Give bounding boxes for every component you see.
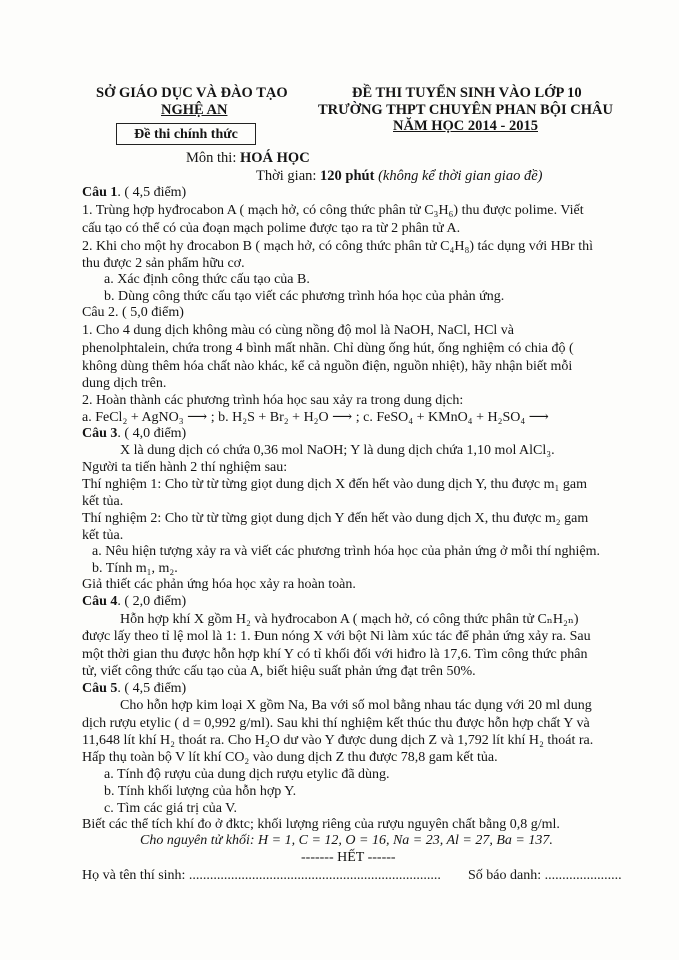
q3-line: kết tủa.	[82, 494, 124, 509]
q4-line: được lấy theo tỉ lệ mol là 1: 1. Đun nóng X với bột Ni làm xúc tác để phản ứng xảy ra. Sau	[82, 629, 591, 644]
end-marker: ------- HẾT ------	[301, 850, 396, 865]
q4-line: tử, viết công thức cấu tạo của A, biết hiệu suất phản ứng đạt trên 50%.	[82, 664, 476, 679]
q5-title: Câu 5	[82, 681, 118, 696]
q4-line: Hỗn hợp khí X gồm H₂ và hyđrocabon A ( mạch hở, có công thức phân tử CₙH₂ₙ)	[120, 612, 579, 627]
q5-item-c: c. Tìm các giá trị của V.	[104, 801, 237, 816]
q4-title: Câu 4	[82, 594, 118, 609]
q5-item-a: a. Tính độ rượu của dung dịch rượu etylic đã dùng.	[104, 767, 390, 782]
q1-points: . ( 4,5 điểm)	[117, 185, 187, 200]
subject-name: HOÁ HỌC	[239, 150, 310, 166]
q1-line: 1. Trùng hợp hyđrocabon A ( mạch hở, có công thức phân tử C₃H₆) thu được polime. Viết	[82, 203, 584, 218]
q4-line: một thời gian thu được hỗn hợp khí Y có tỉ khối đối với hiđro là 17,6. Tìm công thức phân	[82, 647, 588, 662]
school-year: NĂM HỌC 2014 - 2015	[393, 118, 538, 134]
q5-heading	[82, 680, 186, 699]
official-exam-badge: Đề thi chính thức	[116, 123, 256, 145]
time-note: (không kể thời gian giao đề)	[374, 168, 543, 184]
province-name: NGHỆ AN	[161, 102, 228, 118]
q5-line: Hấp thụ toàn bộ V lít khí CO₂ vào dung dịch Z thu được 78,8 gam kết tủa.	[82, 750, 498, 765]
q1-line: thu được 2 sản phẩm hữu cơ.	[82, 256, 245, 271]
q3-line: X là dung dịch có chứa 0,36 mol NaOH; Y là dung dịch chứa 1,10 mol AlCl₃.	[120, 443, 555, 458]
atomic-masses: Cho nguyên tử khối: H = 1, C = 12, O = 16, Na = 23, Al = 27, Ba = 137.	[140, 833, 553, 848]
time-label: Thời gian:	[256, 168, 321, 184]
q3-heading	[82, 425, 186, 444]
q2-line: 1. Cho 4 dung dịch không màu có cùng nồng độ mol là NaOH, NaCl, HCl và	[82, 323, 515, 338]
school-name: TRƯỜNG THPT CHUYÊN PHAN BỘI CHÂU	[318, 102, 613, 118]
q3-line: Thí nghiệm 2: Cho từ từ từng giọt dung dịch Y đến hết vào dung dịch X, thu được m₂ gam	[82, 511, 589, 526]
q1-title: Câu 1	[82, 185, 118, 200]
subject-line	[186, 150, 310, 167]
q2-line: không dùng thêm hóa chất nào khác, kể cả nguồn điện, nguồn nhiệt), hãy nhận biết mỗi	[82, 359, 573, 374]
q2-line: phenolphtalein, chứa trong 4 bình mất nhãn. Chỉ dùng ống hút, ống nghiệm có chia độ (	[82, 341, 574, 356]
q1-heading	[82, 184, 186, 203]
q1-item-a: a. Xác định công thức cấu tạo của B.	[104, 272, 310, 287]
q1-item-b: b. Dùng công thức cấu tạo viết các phương trình hóa học của phản ứng.	[104, 289, 505, 304]
q1-line: cấu tạo có thể có của đoạn mạch polime được tạo ra từ 2 phân tử A.	[82, 221, 461, 236]
q2-line: dung dịch trên.	[82, 376, 167, 391]
q4-heading	[82, 593, 186, 612]
candidate-id-field: Số báo danh: ......................	[468, 868, 622, 883]
exam-title: ĐỀ THI TUYỂN SINH VÀO LỚP 10	[352, 85, 582, 101]
q5-item-b: b. Tính khối lượng của hỗn hợp Y.	[104, 784, 297, 799]
q3-line: kết tủa.	[82, 528, 124, 543]
q4-points: . ( 2,0 điểm)	[117, 594, 187, 609]
time-value: 120 phút	[320, 168, 375, 184]
q3-line: Thí nghiệm 1: Cho từ từ từng giọt dung dịch X đến hết vào dung dịch Y, thu được m₁ gam	[82, 477, 587, 492]
q5-line: 11,648 lít khí H₂ thoát ra. Cho H₂O dư vào Y được dung dịch Z và 1,792 lít khí H₂ thoát ra.	[82, 733, 594, 748]
q3-title: Câu 3	[82, 426, 118, 441]
department-name: SỞ GIÁO DỤC VÀ ĐÀO TẠO	[96, 85, 288, 101]
q3-line: Người ta tiến hành 2 thí nghiệm sau:	[82, 460, 288, 475]
q2-heading: Câu 2. ( 5,0 điểm)	[82, 305, 184, 320]
q3-item-a: a. Nêu hiện tượng xảy ra và viết các phương trình hóa học của phản ứng ở mỗi thí nghiệm.	[92, 544, 601, 559]
q3-item-b: b. Tính m₁, m₂.	[92, 561, 178, 576]
q5-line: dịch rượu etylic ( d = 0,992 g/ml). Sau khi thí nghiệm kết thúc thu được hỗn hợp chất Y và	[82, 716, 590, 731]
q2-line: 2. Hoàn thành các phương trình hóa học sau xảy ra trong dung dịch:	[82, 393, 464, 408]
subject-label: Môn thi:	[186, 150, 240, 166]
q3-points: . ( 4,0 điểm)	[117, 426, 187, 441]
q3-line: Giả thiết các phản ứng hóa học xảy ra hoàn toàn.	[82, 577, 356, 592]
q5-line: Cho hỗn hợp kim loại X gồm Na, Ba với số mol bằng nhau tác dụng với 20 ml dung	[120, 698, 592, 713]
q2-equations: a. FeCl₂ + AgNO₃ ⟶ ; b. H₂S + Br₂ + H₂O ⟶ ; c. FeSO₄ + KMnO₄ + H₂SO₄ ⟶	[82, 410, 549, 425]
q5-points: . ( 4,5 điểm)	[117, 681, 187, 696]
q5-line: Biết các thể tích khí đo ở đktc; khối lượng riêng của rượu nguyên chất bằng 0,8 g/ml.	[82, 817, 560, 832]
candidate-name-field: Họ và tên thí sinh: ........................................................................	[82, 868, 441, 883]
q1-line: 2. Khi cho một hy đrocabon B ( mạch hở, có công thức phân tử C₄H₈) tác dụng với HBr thì	[82, 239, 593, 254]
time-line	[256, 168, 542, 185]
